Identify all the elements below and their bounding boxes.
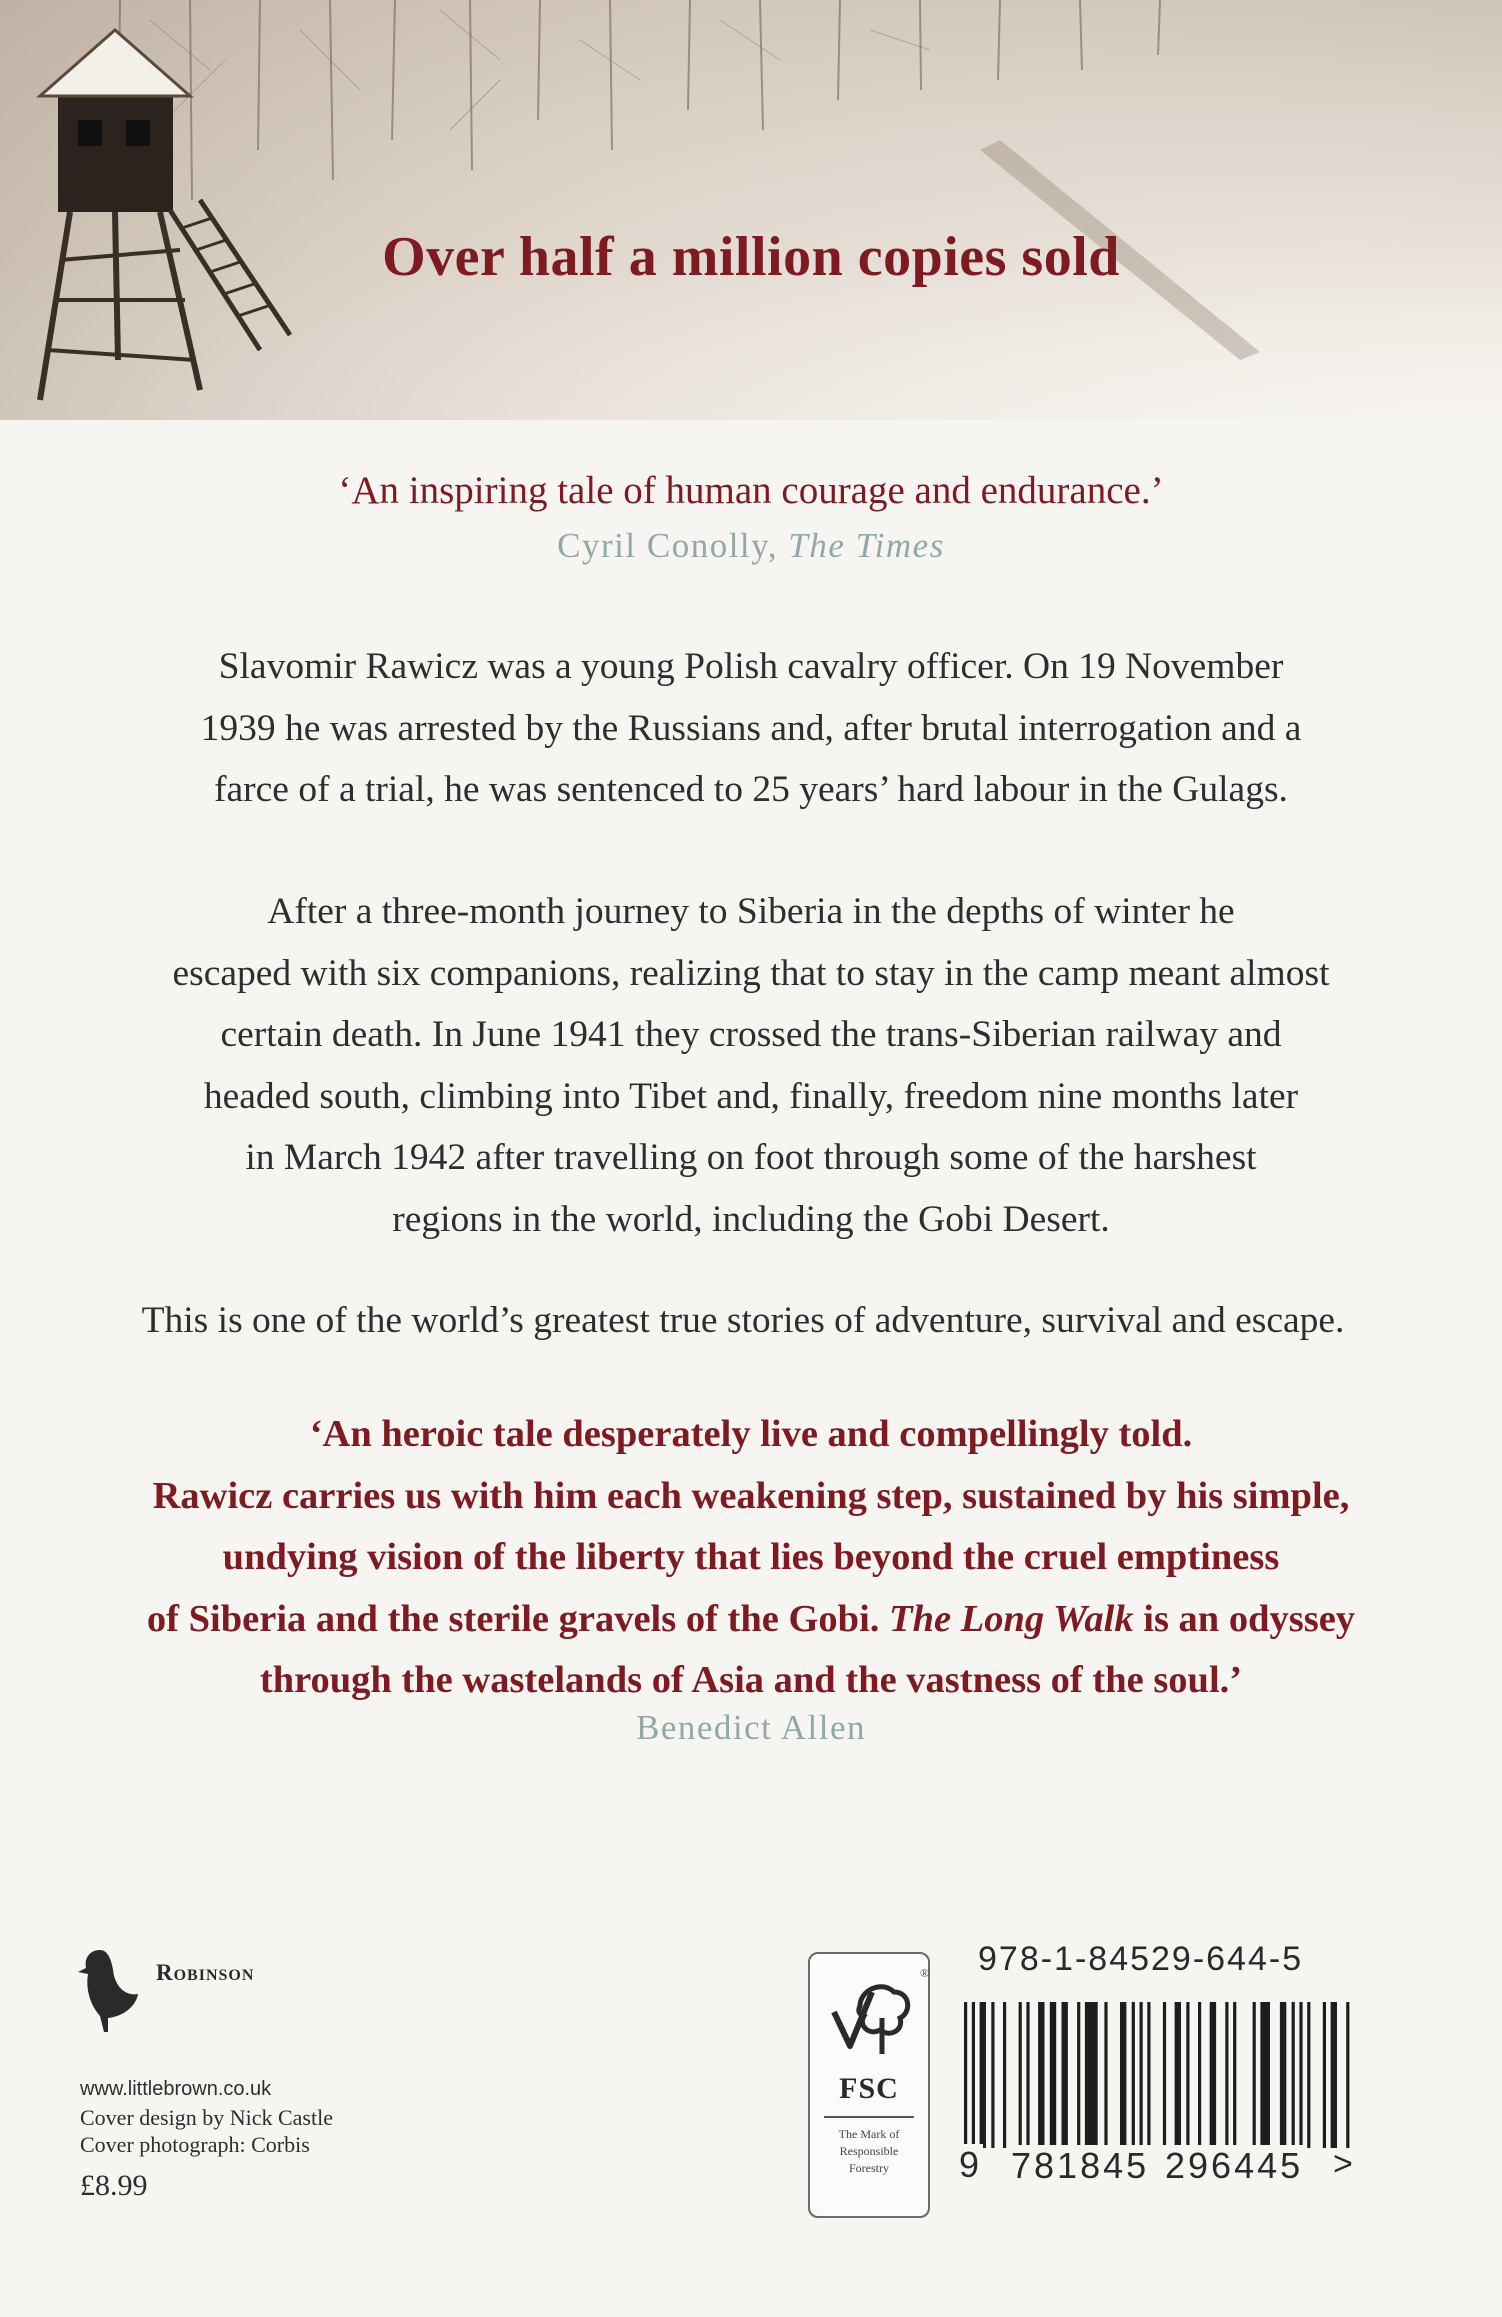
- barcode-bar: [1132, 2002, 1135, 2148]
- fsc-divider: [824, 2116, 914, 2118]
- top-review-author: Cyril Conolly,: [557, 526, 779, 565]
- blurb-line: headed south, climbing into Tibet and, finally, freedom nine months later: [203, 1075, 1299, 1117]
- bottom-review-quote: [0, 1404, 1502, 1712]
- barcode-bar: [991, 2002, 994, 2148]
- top-review-attribution: [0, 526, 1502, 566]
- barcode-bar: [1120, 2002, 1126, 2148]
- barcode-bar: [1331, 2002, 1337, 2148]
- top-review-source: The Times: [788, 526, 945, 565]
- barcode-bar: [1026, 2002, 1029, 2148]
- fsc-tagline-line: Forestry: [849, 2161, 889, 2175]
- tagline: Over half a million copies sold: [382, 226, 1120, 288]
- barcode-bar: [1323, 2002, 1326, 2148]
- barcode-bar: [1225, 2002, 1228, 2148]
- barcode-bar: [1038, 2002, 1044, 2148]
- bird-icon: [78, 1946, 140, 2036]
- blurb-line: 1939 he was arrested by the Russians and, after brutal interrogation and a: [200, 707, 1302, 749]
- quote-line: through the wastelands of Asia and the vastness of the soul.’: [259, 1659, 1243, 1701]
- tree-check-icon: [820, 1972, 918, 2060]
- blurb-line: escaped with six companions, realizing that to stay in the camp meant almost: [172, 952, 1330, 994]
- barcode-digits-left: 781845: [1008, 2145, 1152, 2187]
- quote-line: undying vision of the liberty that lies beyond the cruel emptiness: [222, 1536, 1280, 1578]
- barcode-bar: [1077, 2002, 1080, 2148]
- quote-line-text: is an odyssey: [1133, 1597, 1356, 1640]
- barcode-bar: [980, 2002, 986, 2148]
- fsc-label: FSC: [839, 2072, 899, 2105]
- quote-line: [0, 1589, 1502, 1651]
- publisher-url[interactable]: www.littlebrown.co.uk: [80, 2078, 272, 2100]
- quote-line: ‘An heroic tale desperately live and compellingly told.: [309, 1413, 1193, 1455]
- fsc-tagline: [814, 2126, 924, 2177]
- isbn-number: 978-1-84529-644-5: [978, 1940, 1304, 1978]
- blurb-line: in March 1942 after travelling on foot through some of the harshest: [245, 1137, 1257, 1178]
- blurb-paragraph-3: This is one of the world’s greatest true stories of adventure, survival and escape.: [141, 1300, 1345, 1341]
- barcode-bar: [1299, 2002, 1302, 2148]
- barcode-bar: [1019, 2002, 1022, 2148]
- barcode-bar: [1253, 2002, 1256, 2148]
- bottom-review-attribution: Benedict Allen: [636, 1708, 866, 1747]
- barcode-arrow: >: [1333, 2145, 1354, 2183]
- barcode-bar: [1346, 2002, 1349, 2148]
- barcode-bar: [1210, 2002, 1216, 2148]
- barcode-bar: [1280, 2002, 1286, 2148]
- barcode-bar: [1085, 2002, 1098, 2148]
- blurb-line: Slavomir Rawicz was a young Polish cavalry officer. On 19 November: [218, 646, 1284, 687]
- barcode-bar: [1050, 2002, 1056, 2148]
- fsc-registered-mark: ®: [920, 1966, 930, 1980]
- barcode-bar: [1260, 2002, 1270, 2148]
- quote-line-text: of Siberia and the sterile gravels of the Gobi.: [146, 1597, 890, 1640]
- barcode-bar: [1003, 2002, 1006, 2148]
- blurb-line: After a three-month journey to Siberia in the depths of winter he: [267, 891, 1235, 932]
- book-title: The Long Walk: [889, 1597, 1134, 1640]
- barcode-bar: [1307, 2002, 1310, 2148]
- barcode-bar: [1175, 2002, 1181, 2148]
- quote-line: Rawicz carries us with him each weakening step, sustained by his simple,: [152, 1474, 1350, 1517]
- barcode-bar: [1292, 2002, 1295, 2148]
- blurb-line: regions in the world, including the Gobi Desert.: [392, 1198, 1110, 1240]
- fsc-badge: [808, 1952, 930, 2218]
- barcode-digit-prefix: 9: [956, 2144, 983, 2186]
- fsc-tagline-line: The Mark of: [838, 2127, 900, 2141]
- barcode-bar: [1104, 2002, 1107, 2148]
- top-review-quote: ‘An inspiring tale of human courage and endurance.’: [338, 469, 1164, 512]
- blurb-paragraph-1: [0, 636, 1502, 821]
- cover-design-credit: Cover design by Nick Castle: [80, 2105, 333, 2130]
- blurb-line: certain death. In June 1941 they crossed the trans-Siberian railway and: [220, 1014, 1282, 1055]
- barcode-bar: [1062, 2002, 1068, 2148]
- barcode-bar: [1163, 2002, 1166, 2148]
- blurb-line: farce of a trial, he was sentenced to 25 years’ hard labour in the Gulags.: [214, 769, 1288, 810]
- fsc-tagline-line: Responsible: [839, 2144, 899, 2158]
- price: £8.99: [80, 2169, 148, 2202]
- publisher-name: Robinson: [156, 1960, 255, 1985]
- publisher-credits: [80, 2075, 333, 2208]
- cover-photo-credit: Cover photograph: Corbis: [80, 2132, 310, 2157]
- barcode-digits-right: 296445: [1162, 2145, 1306, 2187]
- barcode-bar: [1140, 2002, 1143, 2148]
- barcode-bar: [1147, 2002, 1150, 2148]
- barcode-bar: [1233, 2002, 1236, 2148]
- blurb-paragraph-2: [0, 881, 1502, 1250]
